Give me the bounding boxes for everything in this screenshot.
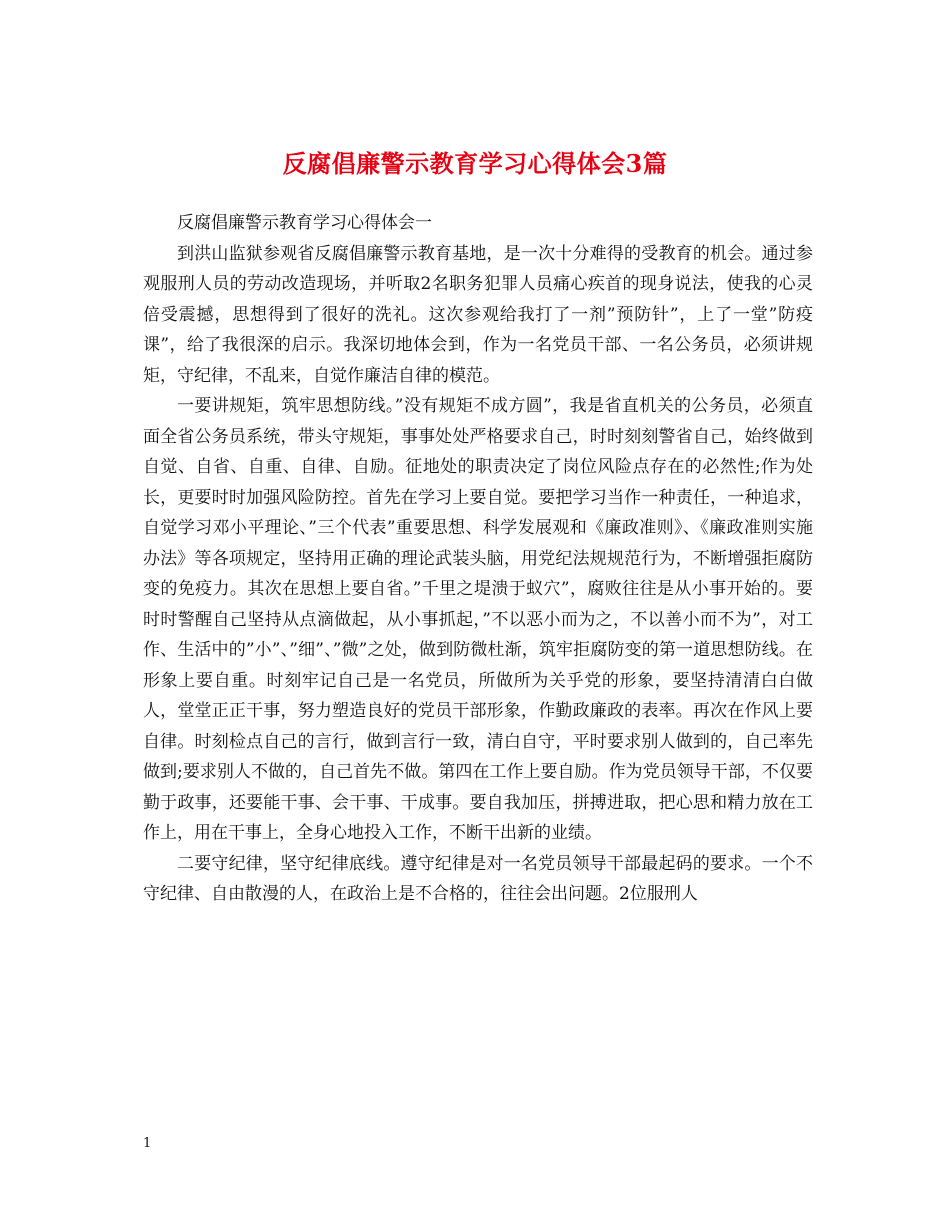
document-body bbox=[143, 208, 813, 910]
page-number: 1 bbox=[143, 1136, 152, 1151]
section-subheading: 反腐倡廉警示教育学习心得体会一 bbox=[177, 213, 432, 233]
paragraph-3: 二要守纪律，坚守纪律底线。遵守纪律是对一名党员领导干部最起码的要求。一个不守纪律、自由散漫的人，在政治上是不合格的，往往会出问题。2位服刑人 bbox=[143, 853, 813, 904]
paragraph-2: 一要讲规矩，筑牢思想防线。”没有规矩不成方圆”，我是省直机关的公务员，必须直面全省公务员系统，带头守规矩，事事处处严格要求自己，时时刻刻警省自己，始终做到自觉、自省、自重、自律、自励。征地处的职责决定了岗位风险点存在的必然性;作为处长，更要时时加强风险防控。首先在学习上要自觉。要把学习当作一种责任，一种追求，自觉学习邓小平理论、”三个代表”重要思想、科学发展观和《廉政准则》、《廉政准则实施办法》等各项规定，坚持用正确的理论武装头脑，用党纪法规规范行为，不断增强拒腐防变的免疫力。其次在思想上要自省。”千里之堤溃于蚁穴”，腐败往往是从小事开始的。要时时警醒自己坚持从点滴做起，从小事抓起，”不以恶小而为之，不以善小而不为”，对工作、生活中的”小”、”细”、”微”之处，做到防微杜渐，筑牢拒腐防变的第一道思想防线。在形象上要自重。时刻牢记自己是一名党员，所做所为关乎党的形象，要坚持清清白白做人，堂堂正正干事，努力塑造良好的党员干部形象，作勤政廉政的表率。再次在作风上要自律。时刻检点自己的言行，做到言行一致，清白自守，平时要求别人做到的，自己率先做到;要求别人不做的，自己首先不做。第四在工作上要自励。作为党员领导干部，不仅要勤于政事，还要能干事、会干事、干成事。要自我加压，拼搏进取，把心思和精力放在工作上，用在干事上，全身心地投入工作，不断干出新的业绩。 bbox=[143, 396, 813, 843]
paragraph-1: 到洪山监狱参观省反腐倡廉警示教育基地，是一次十分难得的受教育的机会。通过参观服刑人员的劳动改造现场，并听取2名职务犯罪人员痛心疾首的现身说法，使我的心灵倍受震撼，思想得到了很好的洗礼。这次参观给我打了一剂”预防针”，上了一堂”防疫课”，给了我很深的启示。我深切地体会到，作为一名党员干部、一名公务员，必须讲规矩，守纪律，不乱来，自觉作廉洁自律的模范。 bbox=[143, 243, 813, 386]
document-title: 反腐倡廉警示教育学习心得体会3篇 bbox=[282, 149, 668, 179]
